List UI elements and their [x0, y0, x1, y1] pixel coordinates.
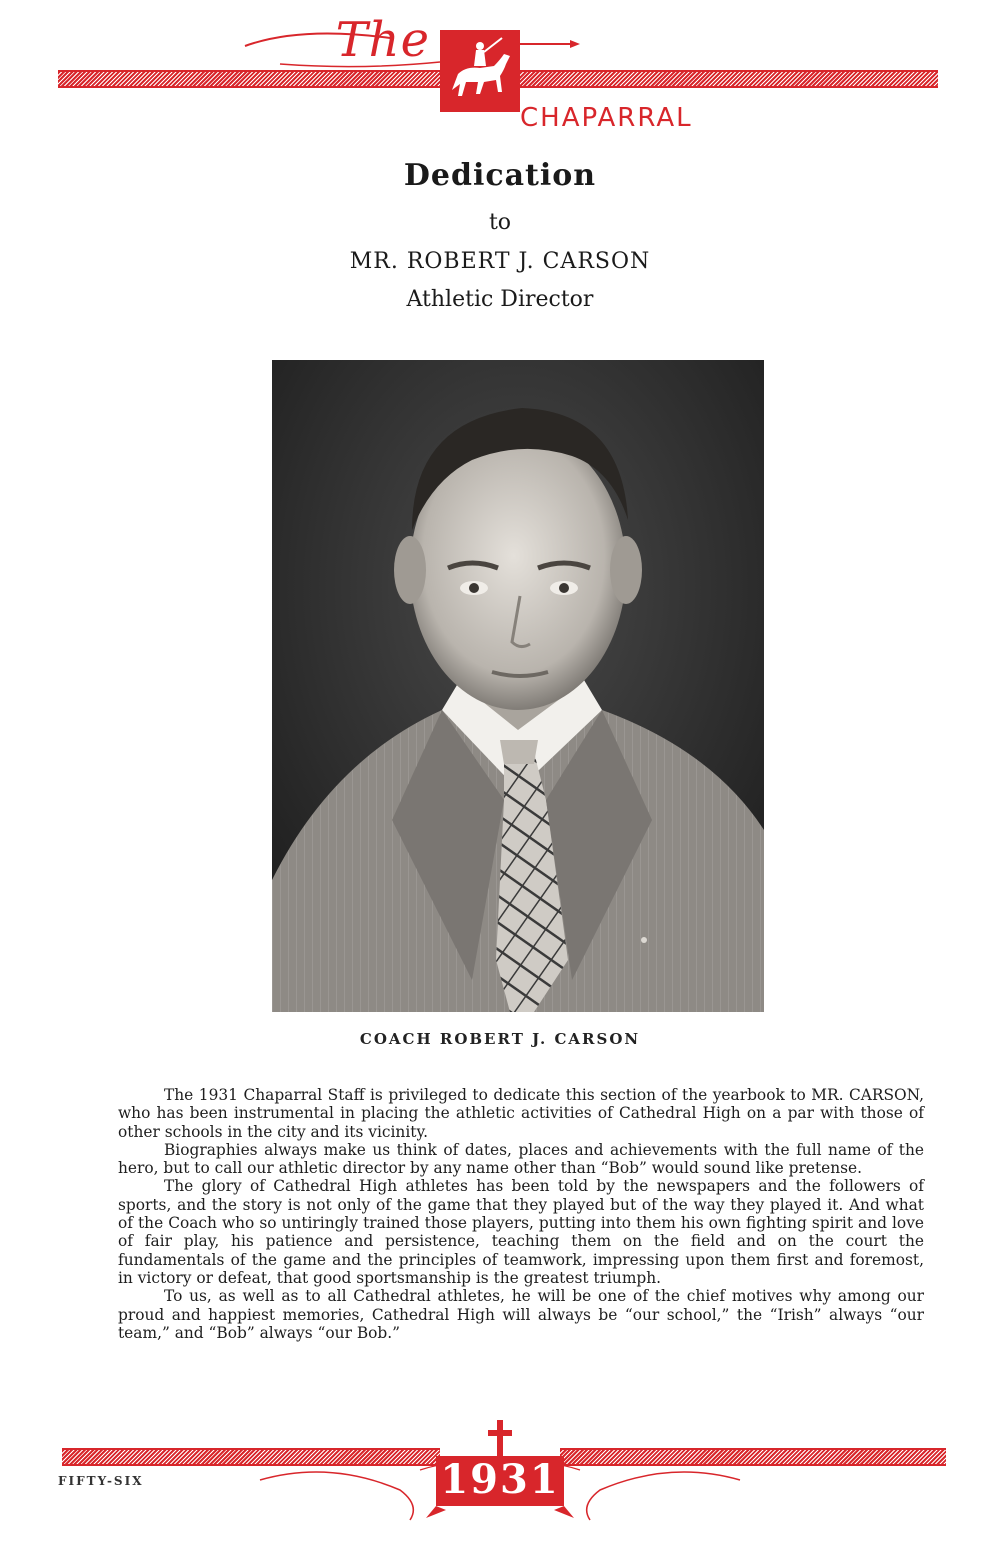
header-stripe-left: [58, 70, 440, 88]
body-paragraph: To us, as well as to all Cathedral athletes, he will be one of the chief motives why among our proud and happiest memories, Cathedral High will always be “our school,” the “Irish” always “our team,” and “Bob” always “our Bob.”: [118, 1287, 924, 1342]
lance-icon: [520, 40, 580, 48]
body-paragraph: Biographies always make us think of dates, places and achievements with the full name of the hero, but to call our athletic director by any name other than “Bob” would sound like pretense.: [118, 1140, 924, 1178]
dedication-body: [118, 1086, 924, 1342]
honoree-name: MR. ROBERT J. CARSON: [349, 249, 651, 274]
body-paragraph: The glory of Cathedral High athletes has been told by the newspapers and the followers of sports, and the story is not only of the game that they played but of the way they played it. And what of the Coach who so untiringly trained those players, putting into them his own fighting spirit and love of fair play, his patience and persistence, teaching them on the field and on the court the fundamentals of the game and the principles of teamwork, impressing upon them first and foremost, in victory or defeat, that good sportsmanship is the greatest triumph.: [118, 1177, 924, 1287]
year-badge: [436, 1458, 564, 1502]
dedication-to: to: [488, 210, 512, 235]
body-paragraph: The 1931 Chaparral Staff is privileged to dedicate this section of the yearbook to MR. CARSON, who has been instrumental in placing the athletic activities of Cathedral High on a par with those of other schools in the city and its vicinity.: [118, 1086, 924, 1141]
year-text: 1931: [440, 1456, 560, 1503]
dedication-titles: [0, 150, 1000, 320]
header-the-word: The: [335, 12, 430, 68]
page-title: Dedication: [403, 158, 597, 193]
honoree-role: Athletic Director: [406, 287, 594, 312]
mounted-knight-icon: [440, 30, 520, 112]
page-footer: [0, 1420, 1000, 1546]
page-number: FIFTY-SIX: [58, 1474, 144, 1488]
portrait-caption: COACH ROBERT J. CARSON: [359, 1030, 641, 1048]
header-stripe-right: [520, 70, 938, 88]
portrait-photo: [272, 360, 764, 1012]
page-header: [0, 0, 1000, 140]
publication-name: CHAPARRAL: [520, 103, 693, 133]
